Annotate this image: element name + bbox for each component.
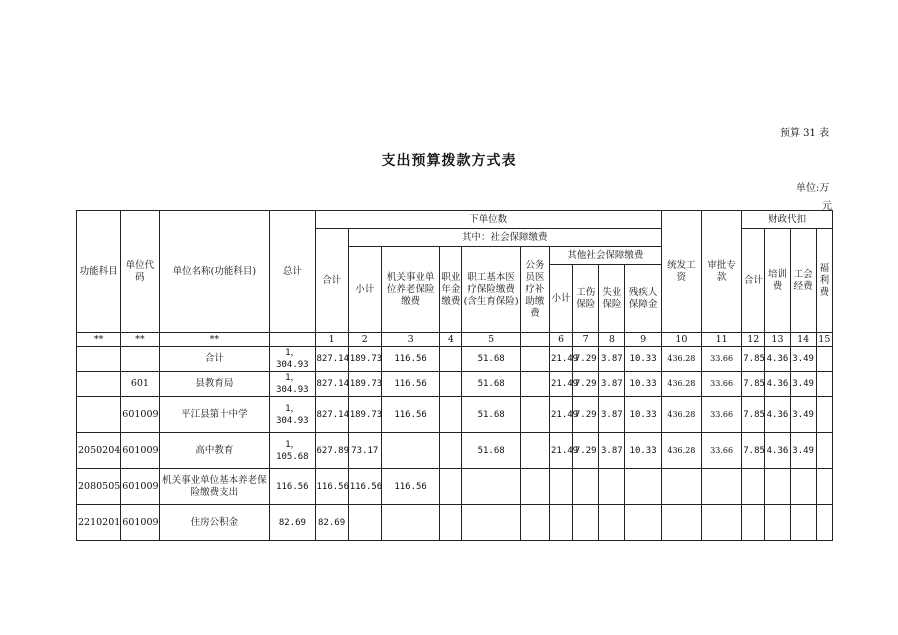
pension-cell: 116.56 <box>381 372 439 397</box>
table-row <box>77 469 833 505</box>
fd-total-cell <box>742 505 765 541</box>
unemployment-cell <box>599 505 625 541</box>
header-ss-subtotal: 小计 <box>348 247 381 333</box>
index-cell: 9 <box>625 333 661 347</box>
index-cell: ** <box>77 333 121 347</box>
training-cell <box>765 469 790 505</box>
other-subtotal-cell: 21.49 <box>549 372 572 397</box>
table-row <box>77 372 833 397</box>
header-fd-total: 合计 <box>742 229 765 333</box>
disability-cell: 10.33 <box>625 397 661 433</box>
fd-total-cell: 7.85 <box>742 397 765 433</box>
total-cell: 1，304.93 <box>270 397 315 433</box>
header-other-subtotal: 小计 <box>549 265 572 333</box>
header-func-subject: 功能科目 <box>77 211 121 333</box>
approved-special-cell: 33.66 <box>702 372 742 397</box>
index-cell: 15 <box>816 333 832 347</box>
total-cell: 82.69 <box>270 505 315 541</box>
func-subject-cell <box>77 397 121 433</box>
lower-subtotal-cell: 627.89 <box>315 433 348 469</box>
welfare-cell <box>816 505 832 541</box>
table-row <box>77 433 833 469</box>
index-cell: 3 <box>381 333 439 347</box>
index-cell: 2 <box>348 333 381 347</box>
injury-cell: 7.29 <box>573 347 599 372</box>
annuity-cell <box>440 469 462 505</box>
index-cell: 4 <box>440 333 462 347</box>
unified-salary-cell <box>661 505 701 541</box>
total-cell: 1，304.93 <box>270 347 315 372</box>
header-pension: 机关事业单位养老保险缴费 <box>381 247 439 333</box>
approved-special-cell: 33.66 <box>702 397 742 433</box>
header-training: 培训费 <box>765 229 790 333</box>
index-cell <box>270 333 315 347</box>
union-cell <box>790 505 816 541</box>
unit-name-cell: 机关事业单位基本养老保险缴费支出 <box>159 469 270 505</box>
civil-servant-medical-cell <box>520 433 549 469</box>
header-unified-salary: 统发工资 <box>661 211 701 333</box>
header-unit-code: 单位代码 <box>121 211 159 333</box>
pension-cell: 116.56 <box>381 347 439 372</box>
injury-cell <box>573 469 599 505</box>
training-cell: 4.36 <box>765 397 790 433</box>
index-cell: 10 <box>661 333 701 347</box>
unit-name-cell: 高中教育 <box>159 433 270 469</box>
training-cell: 4.36 <box>765 347 790 372</box>
header-total: 总计 <box>270 211 315 333</box>
table-row <box>77 397 833 433</box>
approved-special-cell <box>702 469 742 505</box>
welfare-cell <box>816 469 832 505</box>
disability-cell: 10.33 <box>625 433 661 469</box>
index-cell: 12 <box>742 333 765 347</box>
header-welfare: 福利费 <box>816 229 832 333</box>
pension-cell <box>381 433 439 469</box>
disability-cell: 10.33 <box>625 347 661 372</box>
index-cell: ** <box>121 333 159 347</box>
ss-subtotal-cell: 189.73 <box>348 347 381 372</box>
unemployment-cell: 3.87 <box>599 372 625 397</box>
unit-code-cell: 601009 <box>121 433 159 469</box>
table-row <box>77 505 833 541</box>
unified-salary-cell: 436.28 <box>661 347 701 372</box>
fd-total-cell: 7.85 <box>742 372 765 397</box>
injury-cell <box>573 505 599 541</box>
ss-subtotal-cell: 189.73 <box>348 372 381 397</box>
unified-salary-cell: 436.28 <box>661 433 701 469</box>
welfare-cell <box>816 372 832 397</box>
func-subject-cell: 2080505 <box>77 469 121 505</box>
total-cell: 1，105.68 <box>270 433 315 469</box>
index-cell: 14 <box>790 333 816 347</box>
index-cell: 6 <box>549 333 572 347</box>
union-cell: 3.49 <box>790 397 816 433</box>
header-social-security: 其中：社会保障缴费 <box>348 229 661 247</box>
union-cell: 3.49 <box>790 433 816 469</box>
pension-cell <box>381 505 439 541</box>
header-finance-deduct: 财政代扣 <box>742 211 833 229</box>
func-subject-cell: 2210201 <box>77 505 121 541</box>
func-subject-cell: 2050204 <box>77 433 121 469</box>
fd-total-cell: 7.85 <box>742 433 765 469</box>
fd-total-cell <box>742 469 765 505</box>
union-cell <box>790 469 816 505</box>
other-subtotal-cell: 21.49 <box>549 347 572 372</box>
ss-subtotal-cell: 73.17 <box>348 433 381 469</box>
lower-subtotal-cell: 827.14 <box>315 347 348 372</box>
unit-code-cell: 601009 <box>121 505 159 541</box>
medical-cell: 51.68 <box>462 372 520 397</box>
header-unemployment: 失业保险 <box>599 265 625 333</box>
index-cell: 5 <box>462 333 520 347</box>
union-cell: 3.49 <box>790 372 816 397</box>
header-approved-special: 审批专款 <box>702 211 742 333</box>
unit-name-cell: 住房公积金 <box>159 505 270 541</box>
approved-special-cell <box>702 505 742 541</box>
table-row <box>77 347 833 372</box>
header-lower-unit-count: 下单位数 <box>315 211 661 229</box>
union-cell: 3.49 <box>790 347 816 372</box>
unit-code-cell: 601009 <box>121 397 159 433</box>
disability-cell <box>625 505 661 541</box>
lower-subtotal-cell: 827.14 <box>315 372 348 397</box>
ss-subtotal-cell <box>348 505 381 541</box>
index-cell: 1 <box>315 333 348 347</box>
unit-code-cell <box>121 347 159 372</box>
injury-cell: 7.29 <box>573 372 599 397</box>
total-cell: 1，304.93 <box>270 372 315 397</box>
medical-cell: 51.68 <box>462 433 520 469</box>
unified-salary-cell: 436.28 <box>661 372 701 397</box>
header-lower-subtotal: 合计 <box>315 229 348 333</box>
header-medical: 职工基本医疗保险缴费(含生育保险) <box>462 247 520 333</box>
header-union: 工会经费 <box>790 229 816 333</box>
lower-subtotal-cell: 827.14 <box>315 397 348 433</box>
index-cell: 7 <box>573 333 599 347</box>
other-subtotal-cell <box>549 469 572 505</box>
form-code: 预算 31 表 <box>780 128 830 139</box>
unit-code-cell: 601009 <box>121 469 159 505</box>
annuity-cell <box>440 347 462 372</box>
lower-subtotal-cell: 116.56 <box>315 469 348 505</box>
civil-servant-medical-cell <box>520 347 549 372</box>
index-cell <box>520 333 549 347</box>
index-cell: ** <box>159 333 270 347</box>
unit-label: 单位:万 <box>796 183 830 194</box>
func-subject-cell <box>77 372 121 397</box>
annuity-cell <box>440 397 462 433</box>
disability-cell <box>625 469 661 505</box>
other-subtotal-cell: 21.49 <box>549 397 572 433</box>
unit-label-continued: 元 <box>822 201 832 212</box>
medical-cell <box>462 469 520 505</box>
welfare-cell <box>816 397 832 433</box>
unemployment-cell: 3.87 <box>599 397 625 433</box>
unified-salary-cell: 436.28 <box>661 397 701 433</box>
approved-special-cell: 33.66 <box>702 433 742 469</box>
header-disability: 残疾人保障金 <box>625 265 661 333</box>
annuity-cell <box>440 433 462 469</box>
ss-subtotal-cell: 189.73 <box>348 397 381 433</box>
injury-cell: 7.29 <box>573 433 599 469</box>
civil-servant-medical-cell <box>520 505 549 541</box>
civil-servant-medical-cell <box>520 397 549 433</box>
lower-subtotal-cell: 82.69 <box>315 505 348 541</box>
other-subtotal-cell <box>549 505 572 541</box>
civil-servant-medical-cell <box>520 469 549 505</box>
page-title: 支出预算拨款方式表 <box>381 153 517 169</box>
annuity-cell <box>440 372 462 397</box>
welfare-cell <box>816 433 832 469</box>
index-row <box>77 333 833 347</box>
medical-cell: 51.68 <box>462 397 520 433</box>
welfare-cell <box>816 347 832 372</box>
func-subject-cell <box>77 347 121 372</box>
unemployment-cell: 3.87 <box>599 347 625 372</box>
header-unit-name: 单位名称(功能科目) <box>159 211 270 333</box>
index-cell: 13 <box>765 333 790 347</box>
training-cell <box>765 505 790 541</box>
disability-cell: 10.33 <box>625 372 661 397</box>
pension-cell: 116.56 <box>381 469 439 505</box>
medical-cell <box>462 505 520 541</box>
unemployment-cell <box>599 469 625 505</box>
unit-code-cell: 601 <box>121 372 159 397</box>
unemployment-cell: 3.87 <box>599 433 625 469</box>
approved-special-cell: 33.66 <box>702 347 742 372</box>
total-cell: 116.56 <box>270 469 315 505</box>
training-cell: 4.36 <box>765 433 790 469</box>
fd-total-cell: 7.85 <box>742 347 765 372</box>
index-cell: 8 <box>599 333 625 347</box>
unit-name-cell: 县教育局 <box>159 372 270 397</box>
ss-subtotal-cell: 116.56 <box>348 469 381 505</box>
appropriation-table <box>76 210 833 541</box>
training-cell: 4.36 <box>765 372 790 397</box>
unified-salary-cell <box>661 469 701 505</box>
unit-name-cell: 平江县第十中学 <box>159 397 270 433</box>
injury-cell: 7.29 <box>573 397 599 433</box>
pension-cell: 116.56 <box>381 397 439 433</box>
header-injury: 工伤保险 <box>573 265 599 333</box>
unit-name-cell: 合计 <box>159 347 270 372</box>
index-cell: 11 <box>702 333 742 347</box>
medical-cell: 51.68 <box>462 347 520 372</box>
header-annuity: 职业年金缴费 <box>440 247 462 333</box>
annuity-cell <box>440 505 462 541</box>
other-subtotal-cell: 21.49 <box>549 433 572 469</box>
civil-servant-medical-cell <box>520 372 549 397</box>
header-other-ss: 其他社会保障缴费 <box>549 247 661 265</box>
header-civil-servant-medical: 公务员医疗补助缴费 <box>520 247 549 333</box>
